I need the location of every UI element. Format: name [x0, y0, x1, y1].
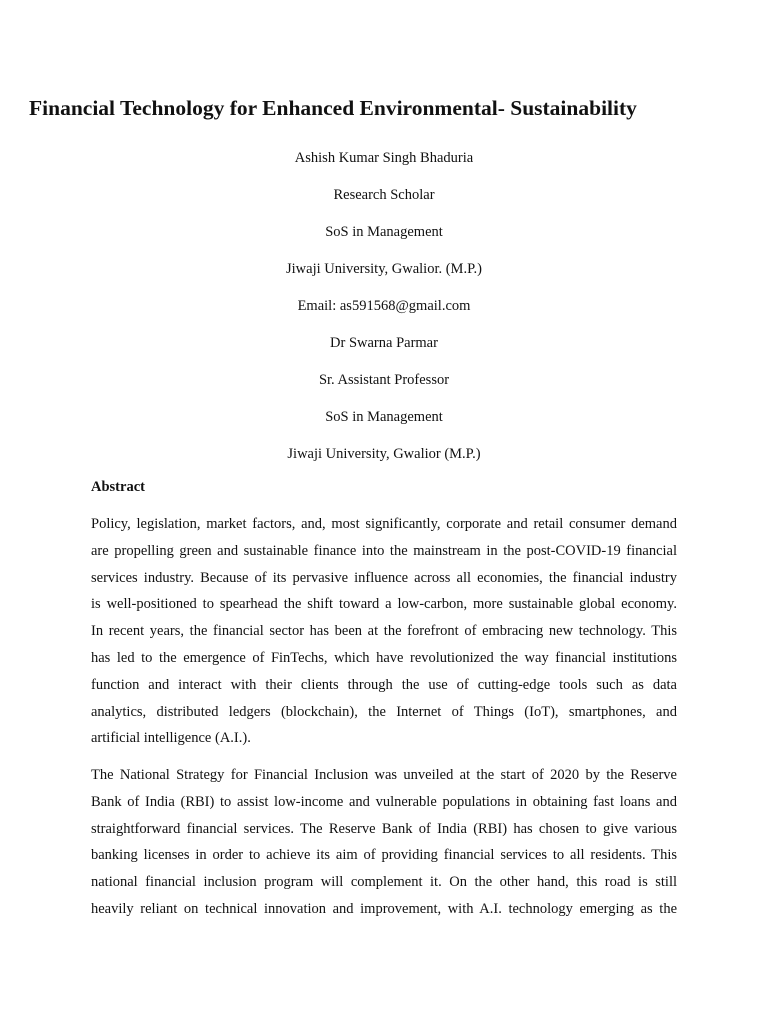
text-line: has led to the emergence of FinTechs, which have revolutionized the way financial institutions [91, 649, 677, 666]
author-name: Ashish Kumar Singh Bhaduria [294, 150, 474, 166]
text-line: analytics, distributed ledgers (blockchain), the Internet of Things (IoT), smartphones, and [91, 703, 677, 720]
text-line: function and interact with their clients through the use of cutting-edge tools such as data [91, 676, 677, 693]
text-line: In recent years, the financial sector has been at the forefront of embracing new technology. This [91, 623, 677, 640]
text-line: heavily reliant on technical innovation and improvement, with A.I. technology emerging as the [91, 900, 677, 917]
coauthor-affiliation: Jiwaji University, Gwalior (M.P.) [287, 446, 481, 462]
text-line: national financial inclusion program will complement it. On the other hand, this road is still [91, 874, 677, 891]
text-line: banking licenses in order to achieve its aim of providing financial services to all residents. This [91, 847, 677, 864]
text-line: The National Strategy for Financial Inclusion was unveiled at the start of 2020 by the Reserve [91, 767, 677, 783]
text-line: Bank of India (RBI) to assist low-income and vulnerable populations in obtaining fast loans and [91, 793, 677, 810]
coauthor-department: SoS in Management [325, 409, 443, 425]
abstract-paragraph-2 [91, 762, 677, 923]
text-line: are propelling green and sustainable finance into the mainstream in the post-COVID-19 financial [91, 542, 677, 559]
author-email: Email: as591568@gmail.com [297, 298, 471, 314]
abstract-paragraph-1 [91, 511, 677, 752]
abstract-heading: Abstract [91, 479, 145, 495]
paper-title: Financial Technology for Enhanced Environmental- Sustainability [29, 96, 637, 120]
text-line: is well-positioned to spearhead the shift toward a low-carbon, more sustainable global economy. [91, 596, 677, 613]
text-line: Policy, legislation, market factors, and, most significantly, corporate and retail consumer demand [91, 516, 677, 532]
text-line: artificial intelligence (A.I.). [91, 730, 251, 747]
author-affiliation: Jiwaji University, Gwalior. (M.P.) [285, 261, 482, 277]
coauthor-designation: Sr. Assistant Professor [318, 372, 450, 388]
coauthor-name: Dr Swarna Parmar [330, 335, 438, 351]
author-department: SoS in Management [325, 224, 443, 240]
author-block [0, 140, 768, 473]
text-line: straightforward financial services. The Reserve Bank of India (RBI) has chosen to give various [91, 820, 677, 837]
text-line: services industry. Because of its pervasive influence across all economies, the financial industry [91, 569, 677, 586]
author-designation: Research Scholar [333, 187, 435, 203]
